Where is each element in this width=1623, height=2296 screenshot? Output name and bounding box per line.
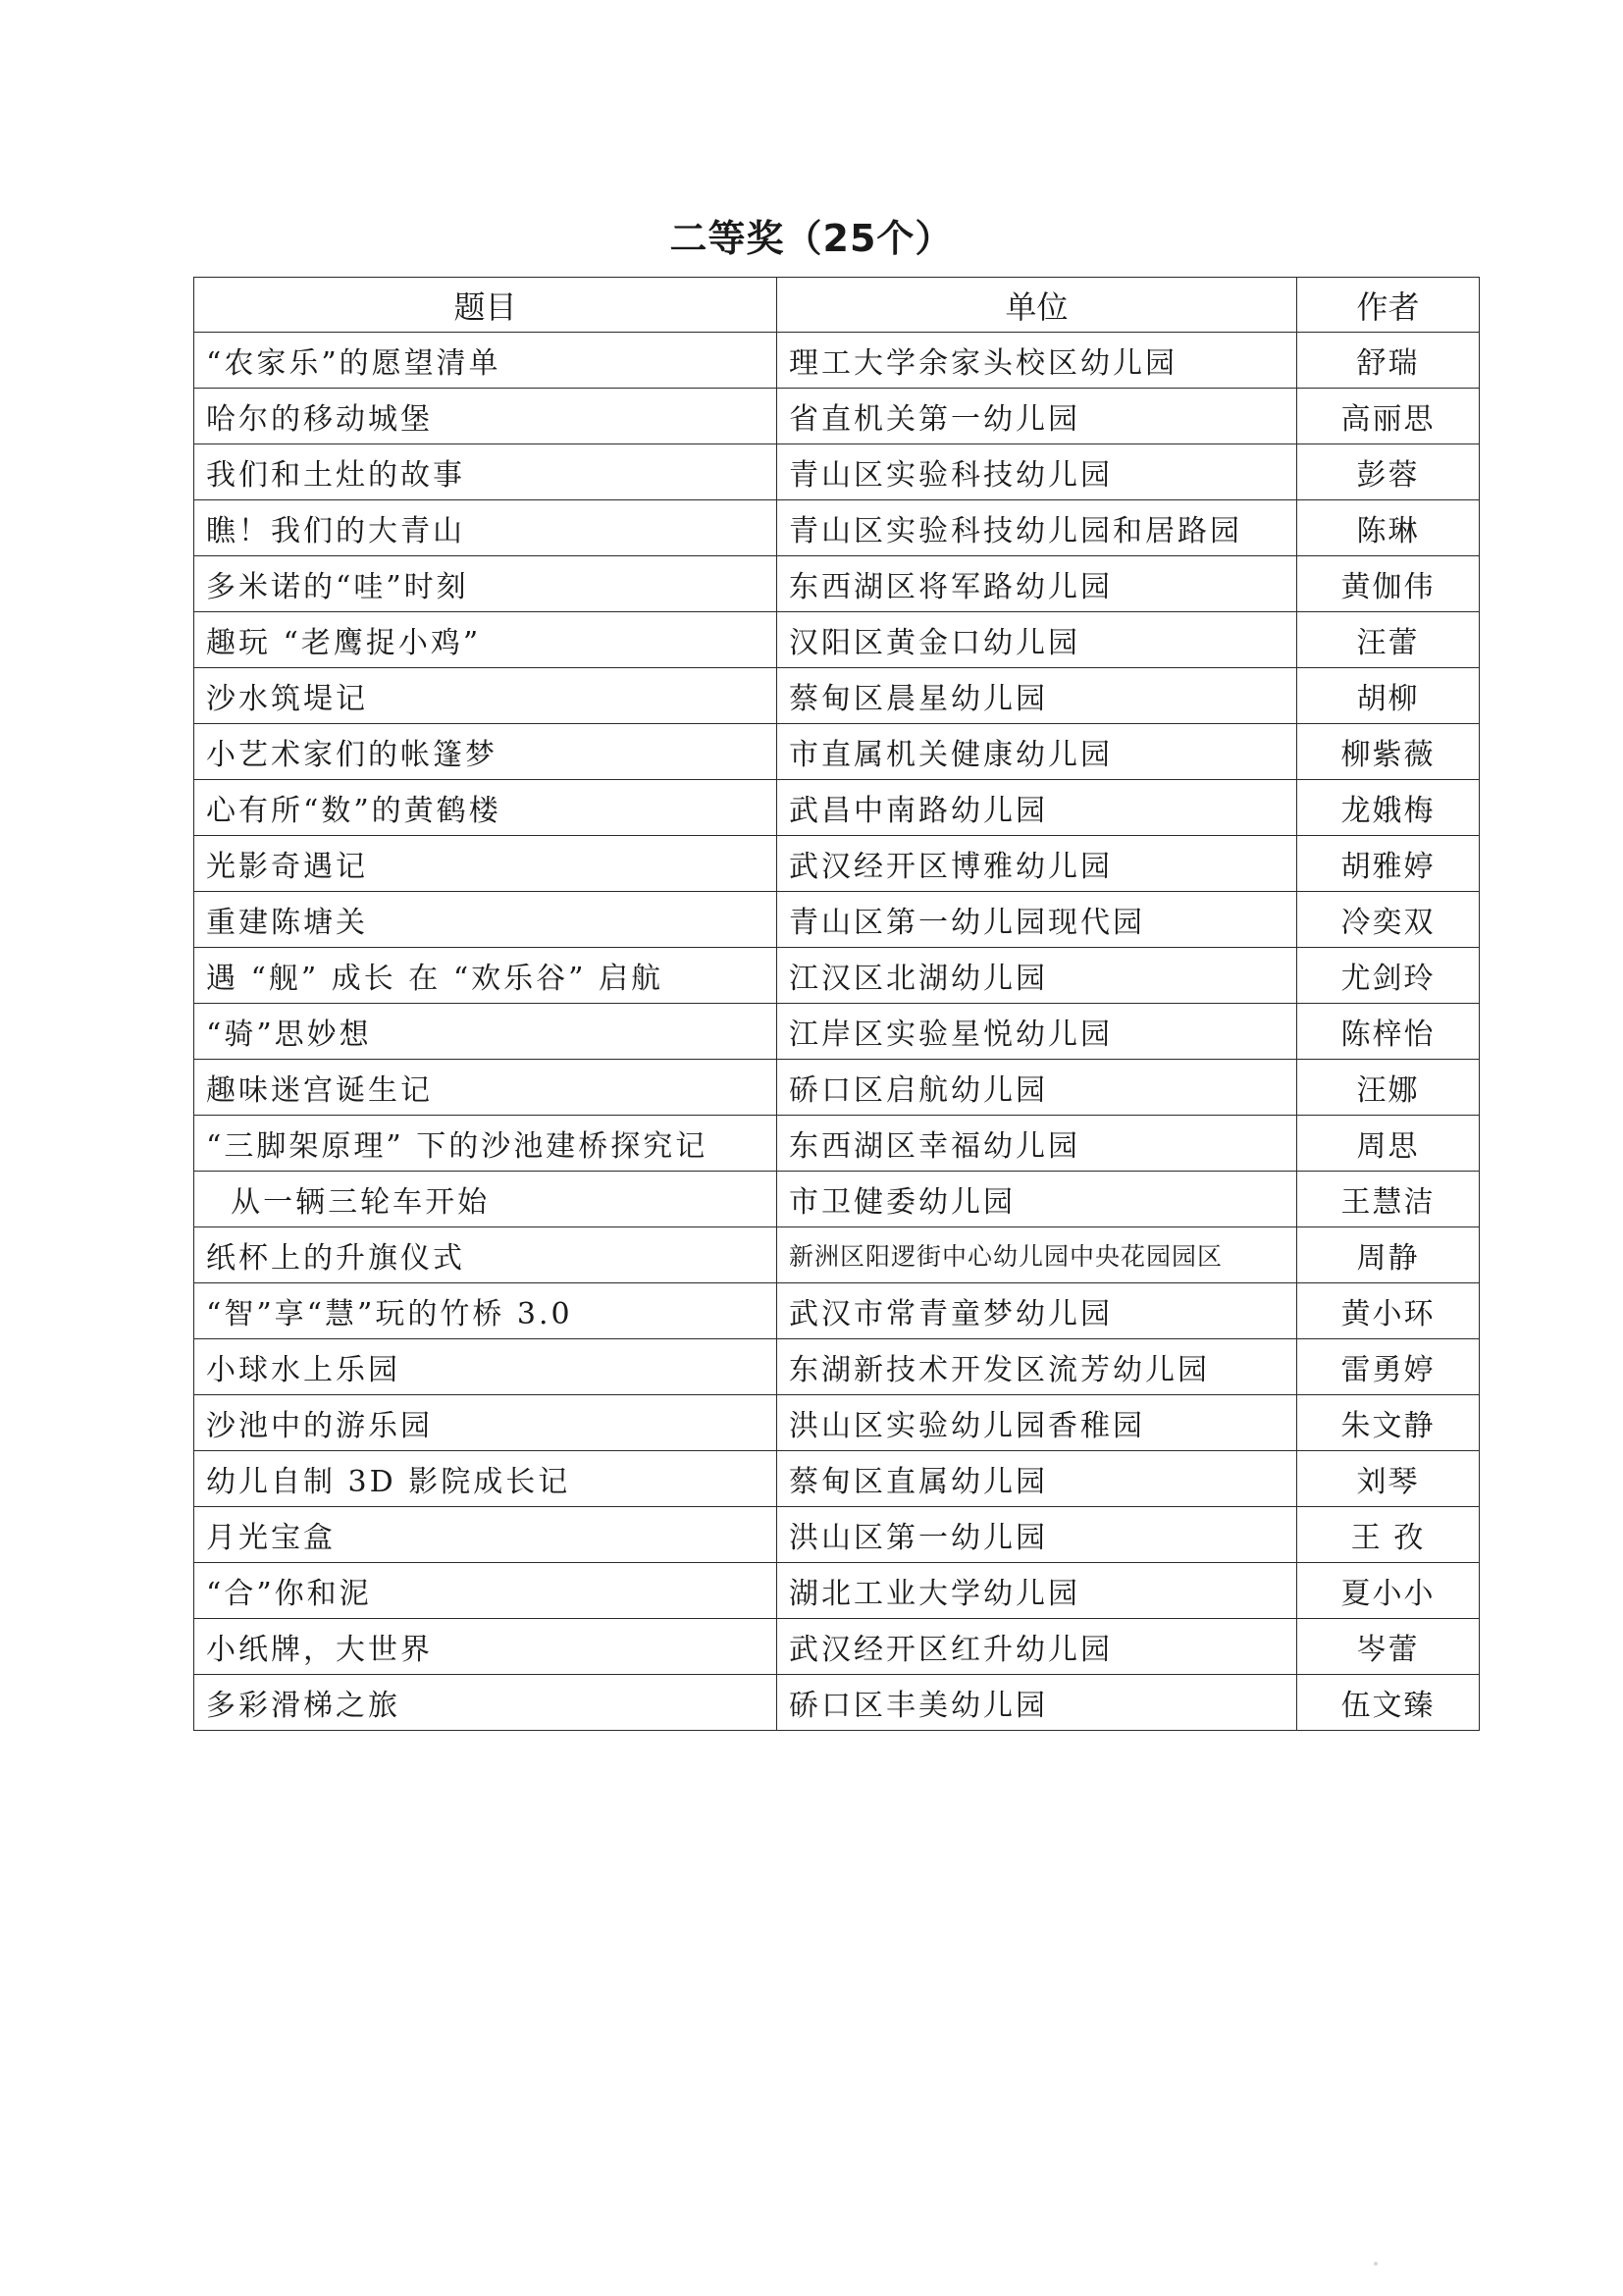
table-row bbox=[194, 612, 1480, 668]
table-row bbox=[194, 780, 1480, 836]
table-row bbox=[194, 333, 1480, 389]
cell-unit: 市卫健委幼儿园 bbox=[777, 1172, 1297, 1227]
cell-unit: 市直属机关健康幼儿园 bbox=[777, 724, 1297, 780]
table-row bbox=[194, 1060, 1480, 1116]
table-row bbox=[194, 389, 1480, 444]
cell-title: 小球水上乐园 bbox=[194, 1339, 777, 1395]
cell-author: 汪娜 bbox=[1297, 1060, 1480, 1116]
cell-title: 光影奇遇记 bbox=[194, 836, 777, 892]
header-title: 题目 bbox=[194, 278, 777, 333]
cell-unit: 武汉市常青童梦幼儿园 bbox=[777, 1283, 1297, 1339]
cell-author: 彭蓉 bbox=[1297, 444, 1480, 500]
table-row bbox=[194, 1116, 1480, 1172]
award-table bbox=[193, 277, 1480, 1731]
table-row bbox=[194, 1563, 1480, 1619]
cell-unit: 东西湖区幸福幼儿园 bbox=[777, 1116, 1297, 1172]
table-row bbox=[194, 668, 1480, 724]
cell-title: “智”享“慧”玩的竹桥 3.0 bbox=[194, 1283, 777, 1339]
cell-title: 沙池中的游乐园 bbox=[194, 1395, 777, 1451]
cell-unit: 蔡甸区晨星幼儿园 bbox=[777, 668, 1297, 724]
cell-unit: 新洲区阳逻街中心幼儿园中央花园园区 bbox=[777, 1227, 1297, 1283]
table-row bbox=[194, 892, 1480, 948]
cell-title: 幼儿自制 3D 影院成长记 bbox=[194, 1451, 777, 1507]
table-row bbox=[194, 1227, 1480, 1283]
table-row bbox=[194, 1283, 1480, 1339]
table-row bbox=[194, 556, 1480, 612]
cell-unit: 江汉区北湖幼儿园 bbox=[777, 948, 1297, 1004]
cell-title: 从一辆三轮车开始 bbox=[194, 1172, 777, 1227]
cell-unit: 东西湖区将军路幼儿园 bbox=[777, 556, 1297, 612]
cell-author: 陈琳 bbox=[1297, 500, 1480, 556]
cell-author: 黄小环 bbox=[1297, 1283, 1480, 1339]
table-header-row bbox=[194, 278, 1480, 333]
cell-author: 龙娥梅 bbox=[1297, 780, 1480, 836]
cell-author: 夏小小 bbox=[1297, 1563, 1480, 1619]
cell-author: 舒瑞 bbox=[1297, 333, 1480, 389]
cell-title: 多彩滑梯之旅 bbox=[194, 1675, 777, 1731]
table-row bbox=[194, 1619, 1480, 1675]
table-row bbox=[194, 724, 1480, 780]
cell-author: 岑蕾 bbox=[1297, 1619, 1480, 1675]
cell-title: 我们和土灶的故事 bbox=[194, 444, 777, 500]
cell-unit: 武昌中南路幼儿园 bbox=[777, 780, 1297, 836]
cell-title: 瞧！我们的大青山 bbox=[194, 500, 777, 556]
table-row bbox=[194, 1172, 1480, 1227]
cell-unit: 武汉经开区博雅幼儿园 bbox=[777, 836, 1297, 892]
header-author: 作者 bbox=[1297, 278, 1480, 333]
table-row bbox=[194, 948, 1480, 1004]
table-row bbox=[194, 500, 1480, 556]
cell-author: 柳紫薇 bbox=[1297, 724, 1480, 780]
cell-unit: 洪山区第一幼儿园 bbox=[777, 1507, 1297, 1563]
table-row bbox=[194, 1507, 1480, 1563]
scan-speck bbox=[1374, 2262, 1378, 2266]
cell-author: 王 孜 bbox=[1297, 1507, 1480, 1563]
page-title: 二等奖（25个） bbox=[669, 217, 954, 260]
cell-author: 王慧洁 bbox=[1297, 1172, 1480, 1227]
cell-unit: 青山区第一幼儿园现代园 bbox=[777, 892, 1297, 948]
cell-author: 黄伽伟 bbox=[1297, 556, 1480, 612]
cell-title: 月光宝盒 bbox=[194, 1507, 777, 1563]
cell-title: 遇 “舰” 成长 在 “欢乐谷” 启航 bbox=[194, 948, 777, 1004]
cell-author: 胡雅婷 bbox=[1297, 836, 1480, 892]
cell-title: 小纸牌，大世界 bbox=[194, 1619, 777, 1675]
cell-unit: 青山区实验科技幼儿园 bbox=[777, 444, 1297, 500]
cell-author: 胡柳 bbox=[1297, 668, 1480, 724]
cell-title: “农家乐”的愿望清单 bbox=[194, 333, 777, 389]
table-row bbox=[194, 1675, 1480, 1731]
cell-author: 雷勇婷 bbox=[1297, 1339, 1480, 1395]
cell-title: 心有所“数”的黄鹤楼 bbox=[194, 780, 777, 836]
cell-title: 纸杯上的升旗仪式 bbox=[194, 1227, 777, 1283]
header-unit: 单位 bbox=[777, 278, 1297, 333]
cell-unit: 青山区实验科技幼儿园和居路园 bbox=[777, 500, 1297, 556]
table-row bbox=[194, 1339, 1480, 1395]
cell-author: 冷奕双 bbox=[1297, 892, 1480, 948]
cell-title: 重建陈塘关 bbox=[194, 892, 777, 948]
cell-unit: 理工大学余家头校区幼儿园 bbox=[777, 333, 1297, 389]
cell-author: 汪蕾 bbox=[1297, 612, 1480, 668]
cell-unit: 硚口区丰美幼儿园 bbox=[777, 1675, 1297, 1731]
cell-title: 趣味迷宫诞生记 bbox=[194, 1060, 777, 1116]
table-row bbox=[194, 1451, 1480, 1507]
table-body bbox=[194, 333, 1480, 1731]
cell-author: 伍文臻 bbox=[1297, 1675, 1480, 1731]
cell-unit: 武汉经开区红升幼儿园 bbox=[777, 1619, 1297, 1675]
cell-unit: 蔡甸区直属幼儿园 bbox=[777, 1451, 1297, 1507]
cell-author: 尤剑玲 bbox=[1297, 948, 1480, 1004]
table-row bbox=[194, 444, 1480, 500]
cell-title: 哈尔的移动城堡 bbox=[194, 389, 777, 444]
cell-author: 周思 bbox=[1297, 1116, 1480, 1172]
cell-title: 多米诺的“哇”时刻 bbox=[194, 556, 777, 612]
cell-title: 趣玩 “老鹰捉小鸡” bbox=[194, 612, 777, 668]
table-row bbox=[194, 1004, 1480, 1060]
cell-title: “三脚架原理” 下的沙池建桥探究记 bbox=[194, 1116, 777, 1172]
cell-author: 朱文静 bbox=[1297, 1395, 1480, 1451]
table-row bbox=[194, 836, 1480, 892]
table-row bbox=[194, 1395, 1480, 1451]
cell-title: 小艺术家们的帐篷梦 bbox=[194, 724, 777, 780]
cell-unit: 东湖新技术开发区流芳幼儿园 bbox=[777, 1339, 1297, 1395]
cell-title: 沙水筑堤记 bbox=[194, 668, 777, 724]
cell-unit: 汉阳区黄金口幼儿园 bbox=[777, 612, 1297, 668]
cell-author: 周静 bbox=[1297, 1227, 1480, 1283]
cell-unit: 洪山区实验幼儿园香稚园 bbox=[777, 1395, 1297, 1451]
cell-author: 高丽思 bbox=[1297, 389, 1480, 444]
cell-unit: 江岸区实验星悦幼儿园 bbox=[777, 1004, 1297, 1060]
cell-unit: 湖北工业大学幼儿园 bbox=[777, 1563, 1297, 1619]
cell-unit: 硚口区启航幼儿园 bbox=[777, 1060, 1297, 1116]
cell-unit: 省直机关第一幼儿园 bbox=[777, 389, 1297, 444]
cell-author: 刘琴 bbox=[1297, 1451, 1480, 1507]
cell-title: “骑”思妙想 bbox=[194, 1004, 777, 1060]
cell-title: “合”你和泥 bbox=[194, 1563, 777, 1619]
cell-author: 陈梓怡 bbox=[1297, 1004, 1480, 1060]
